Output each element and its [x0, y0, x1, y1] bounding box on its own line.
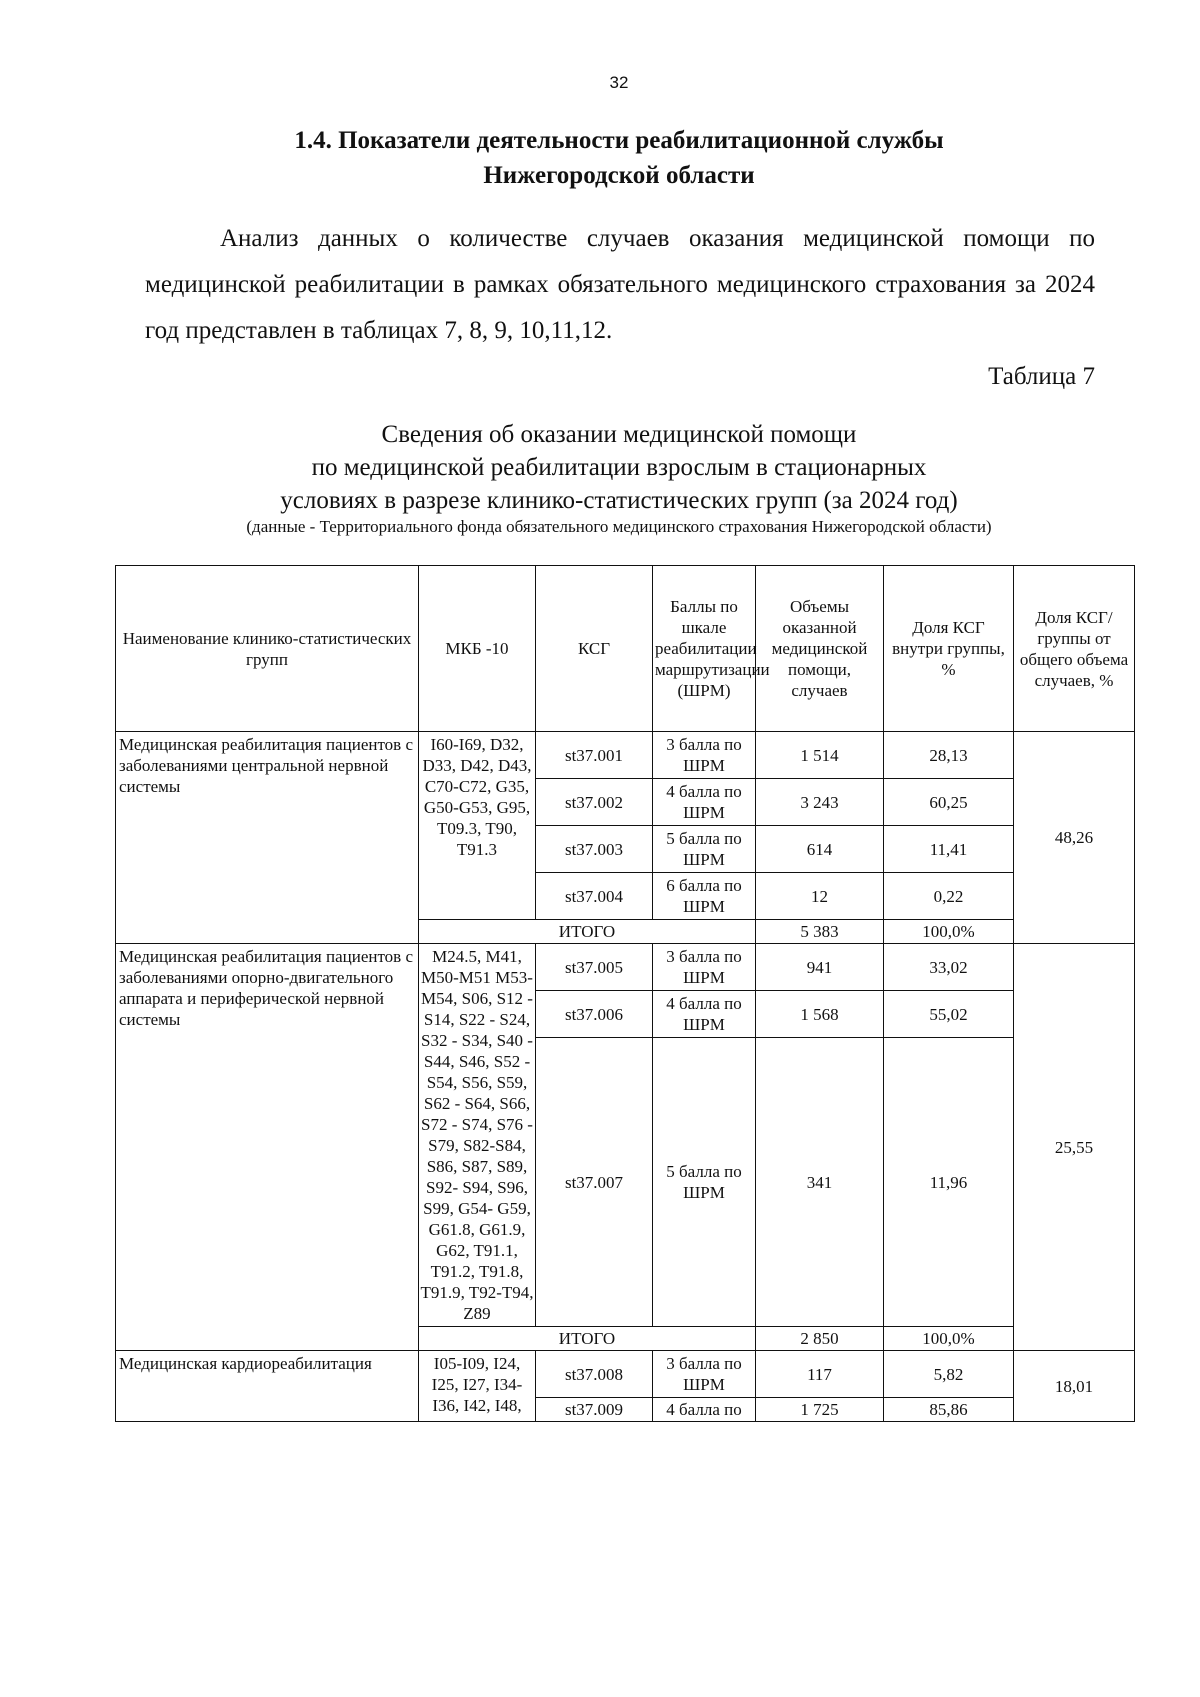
header-share-total: Доля КСГ/группы от общего объема случаев, %	[1014, 566, 1135, 732]
header-share-in-group: Доля КСГ внутри группы, %	[884, 566, 1014, 732]
header-volume: Объемы оказанной медицинской помощи, случаев	[756, 566, 884, 732]
volume-value: 3 243	[756, 779, 884, 826]
table-caption	[0, 418, 1200, 517]
ksg-code: st37.001	[536, 732, 653, 779]
intro-paragraph	[145, 216, 1095, 354]
group-name: Медицинская кардиореабилитация	[116, 1351, 419, 1422]
volume-value: 1 725	[756, 1398, 884, 1422]
volume-value: 12	[756, 873, 884, 920]
shrm-score: 5 балла по ШРМ	[653, 1038, 756, 1327]
ksg-code: st37.003	[536, 826, 653, 873]
ksg-code: st37.009	[536, 1398, 653, 1422]
group-name: Медицинская реабилитация пациентов с заболеваниями опорно-двигательного аппарата и периферической нервной системы	[116, 944, 419, 1351]
shrm-score: 4 балла по ШРМ	[653, 779, 756, 826]
shrm-score: 5 балла по ШРМ	[653, 826, 756, 873]
share-value: 0,22	[884, 873, 1014, 920]
group-share-total: 48,26	[1014, 732, 1135, 944]
volume-value: 1 568	[756, 991, 884, 1038]
total-volume: 5 383	[756, 920, 884, 944]
shrm-score: 4 балла по	[653, 1398, 756, 1422]
volume-value: 117	[756, 1351, 884, 1398]
mkb-codes: I60-I69, D32, D33, D42, D43, C70-C72, G35, G50-G53, G95, T09.3, T90, T91.3	[419, 732, 536, 920]
ksg-code: st37.004	[536, 873, 653, 920]
caption-line: по медицинской реабилитации взрослым в стационарных	[311, 454, 927, 481]
mkb-codes: M24.5, M41, M50-M51 M53-M54, S06, S12 - S14, S22 - S24, S32 - S34, S40 - S44, S46, S52 - S54, S56, S59, S62 - S64, S66, S72 - S74, S76 - S79, S82-S84, S86, S87, S89, S92- S94, S96, S99, G54- G59, G61.8, G61.9, G62, T91.1, T91.2, T91.8, T91.9, T92-T94, Z89	[419, 944, 536, 1327]
table-source-note: (данные - Территориального фонда обязательного медицинского страхования Нижегородской области)	[246, 517, 992, 536]
volume-value: 941	[756, 944, 884, 991]
section-title	[0, 123, 1200, 193]
shrm-score: 4 балла по ШРМ	[653, 991, 756, 1038]
header-group: Наименование клинико-статистических групп	[116, 566, 419, 732]
table-row	[116, 1351, 1135, 1398]
share-value: 5,82	[884, 1351, 1014, 1398]
table-row	[116, 732, 1135, 779]
ksg-code: st37.008	[536, 1351, 653, 1398]
group-share-total: 18,01	[1014, 1351, 1135, 1422]
share-value: 85,86	[884, 1398, 1014, 1422]
share-value: 55,02	[884, 991, 1014, 1038]
section-title-line: 1.4. Показатели деятельности реабилитационной службы	[294, 127, 944, 154]
header-ksg: КСГ	[536, 566, 653, 732]
ksg-code: st37.006	[536, 991, 653, 1038]
header-mkb: МКБ -10	[419, 566, 536, 732]
total-share: 100,0%	[884, 920, 1014, 944]
intro-text: Анализ данных о количестве случаев оказания медицинской помощи по медицинской реабилитации в рамках обязательного медицинского страхования за 2024 год представлен в таблицах 7, 8, 9, 10,11,12.	[145, 225, 1095, 344]
share-value: 11,41	[884, 826, 1014, 873]
rehabilitation-table	[115, 565, 1135, 1422]
ksg-code: st37.002	[536, 779, 653, 826]
share-value: 28,13	[884, 732, 1014, 779]
total-share: 100,0%	[884, 1327, 1014, 1351]
page-number: 32	[609, 73, 629, 92]
shrm-score: 3 балла по ШРМ	[653, 1351, 756, 1398]
total-label: ИТОГО	[419, 920, 756, 944]
volume-value: 614	[756, 826, 884, 873]
section-title-line: Нижегородской области	[483, 162, 755, 189]
ksg-code: st37.005	[536, 944, 653, 991]
header-shrm: Баллы по шкале реабилитации маршрутизации (ШРМ)	[653, 566, 756, 732]
volume-value: 1 514	[756, 732, 884, 779]
share-value: 60,25	[884, 779, 1014, 826]
shrm-score: 3 балла по ШРМ	[653, 944, 756, 991]
mkb-codes: I05-I09, I24, I25, I27, I34- I36, I42, I48,	[419, 1351, 536, 1422]
table-row	[116, 944, 1135, 991]
group-share-total: 25,55	[1014, 944, 1135, 1351]
total-label: ИТОГО	[419, 1327, 756, 1351]
caption-line: Сведения об оказании медицинской помощи	[381, 421, 857, 448]
shrm-score: 6 балла по ШРМ	[653, 873, 756, 920]
shrm-score: 3 балла по ШРМ	[653, 732, 756, 779]
table-label: Таблица 7	[988, 363, 1095, 390]
total-volume: 2 850	[756, 1327, 884, 1351]
share-value: 11,96	[884, 1038, 1014, 1327]
table-header-row	[116, 566, 1135, 732]
caption-line: условиях в разрезе клинико-статистических групп (за 2024 год)	[280, 487, 958, 514]
ksg-code: st37.007	[536, 1038, 653, 1327]
group-name: Медицинская реабилитация пациентов с заболеваниями центральной нервной системы	[116, 732, 419, 944]
share-value: 33,02	[884, 944, 1014, 991]
volume-value: 341	[756, 1038, 884, 1327]
